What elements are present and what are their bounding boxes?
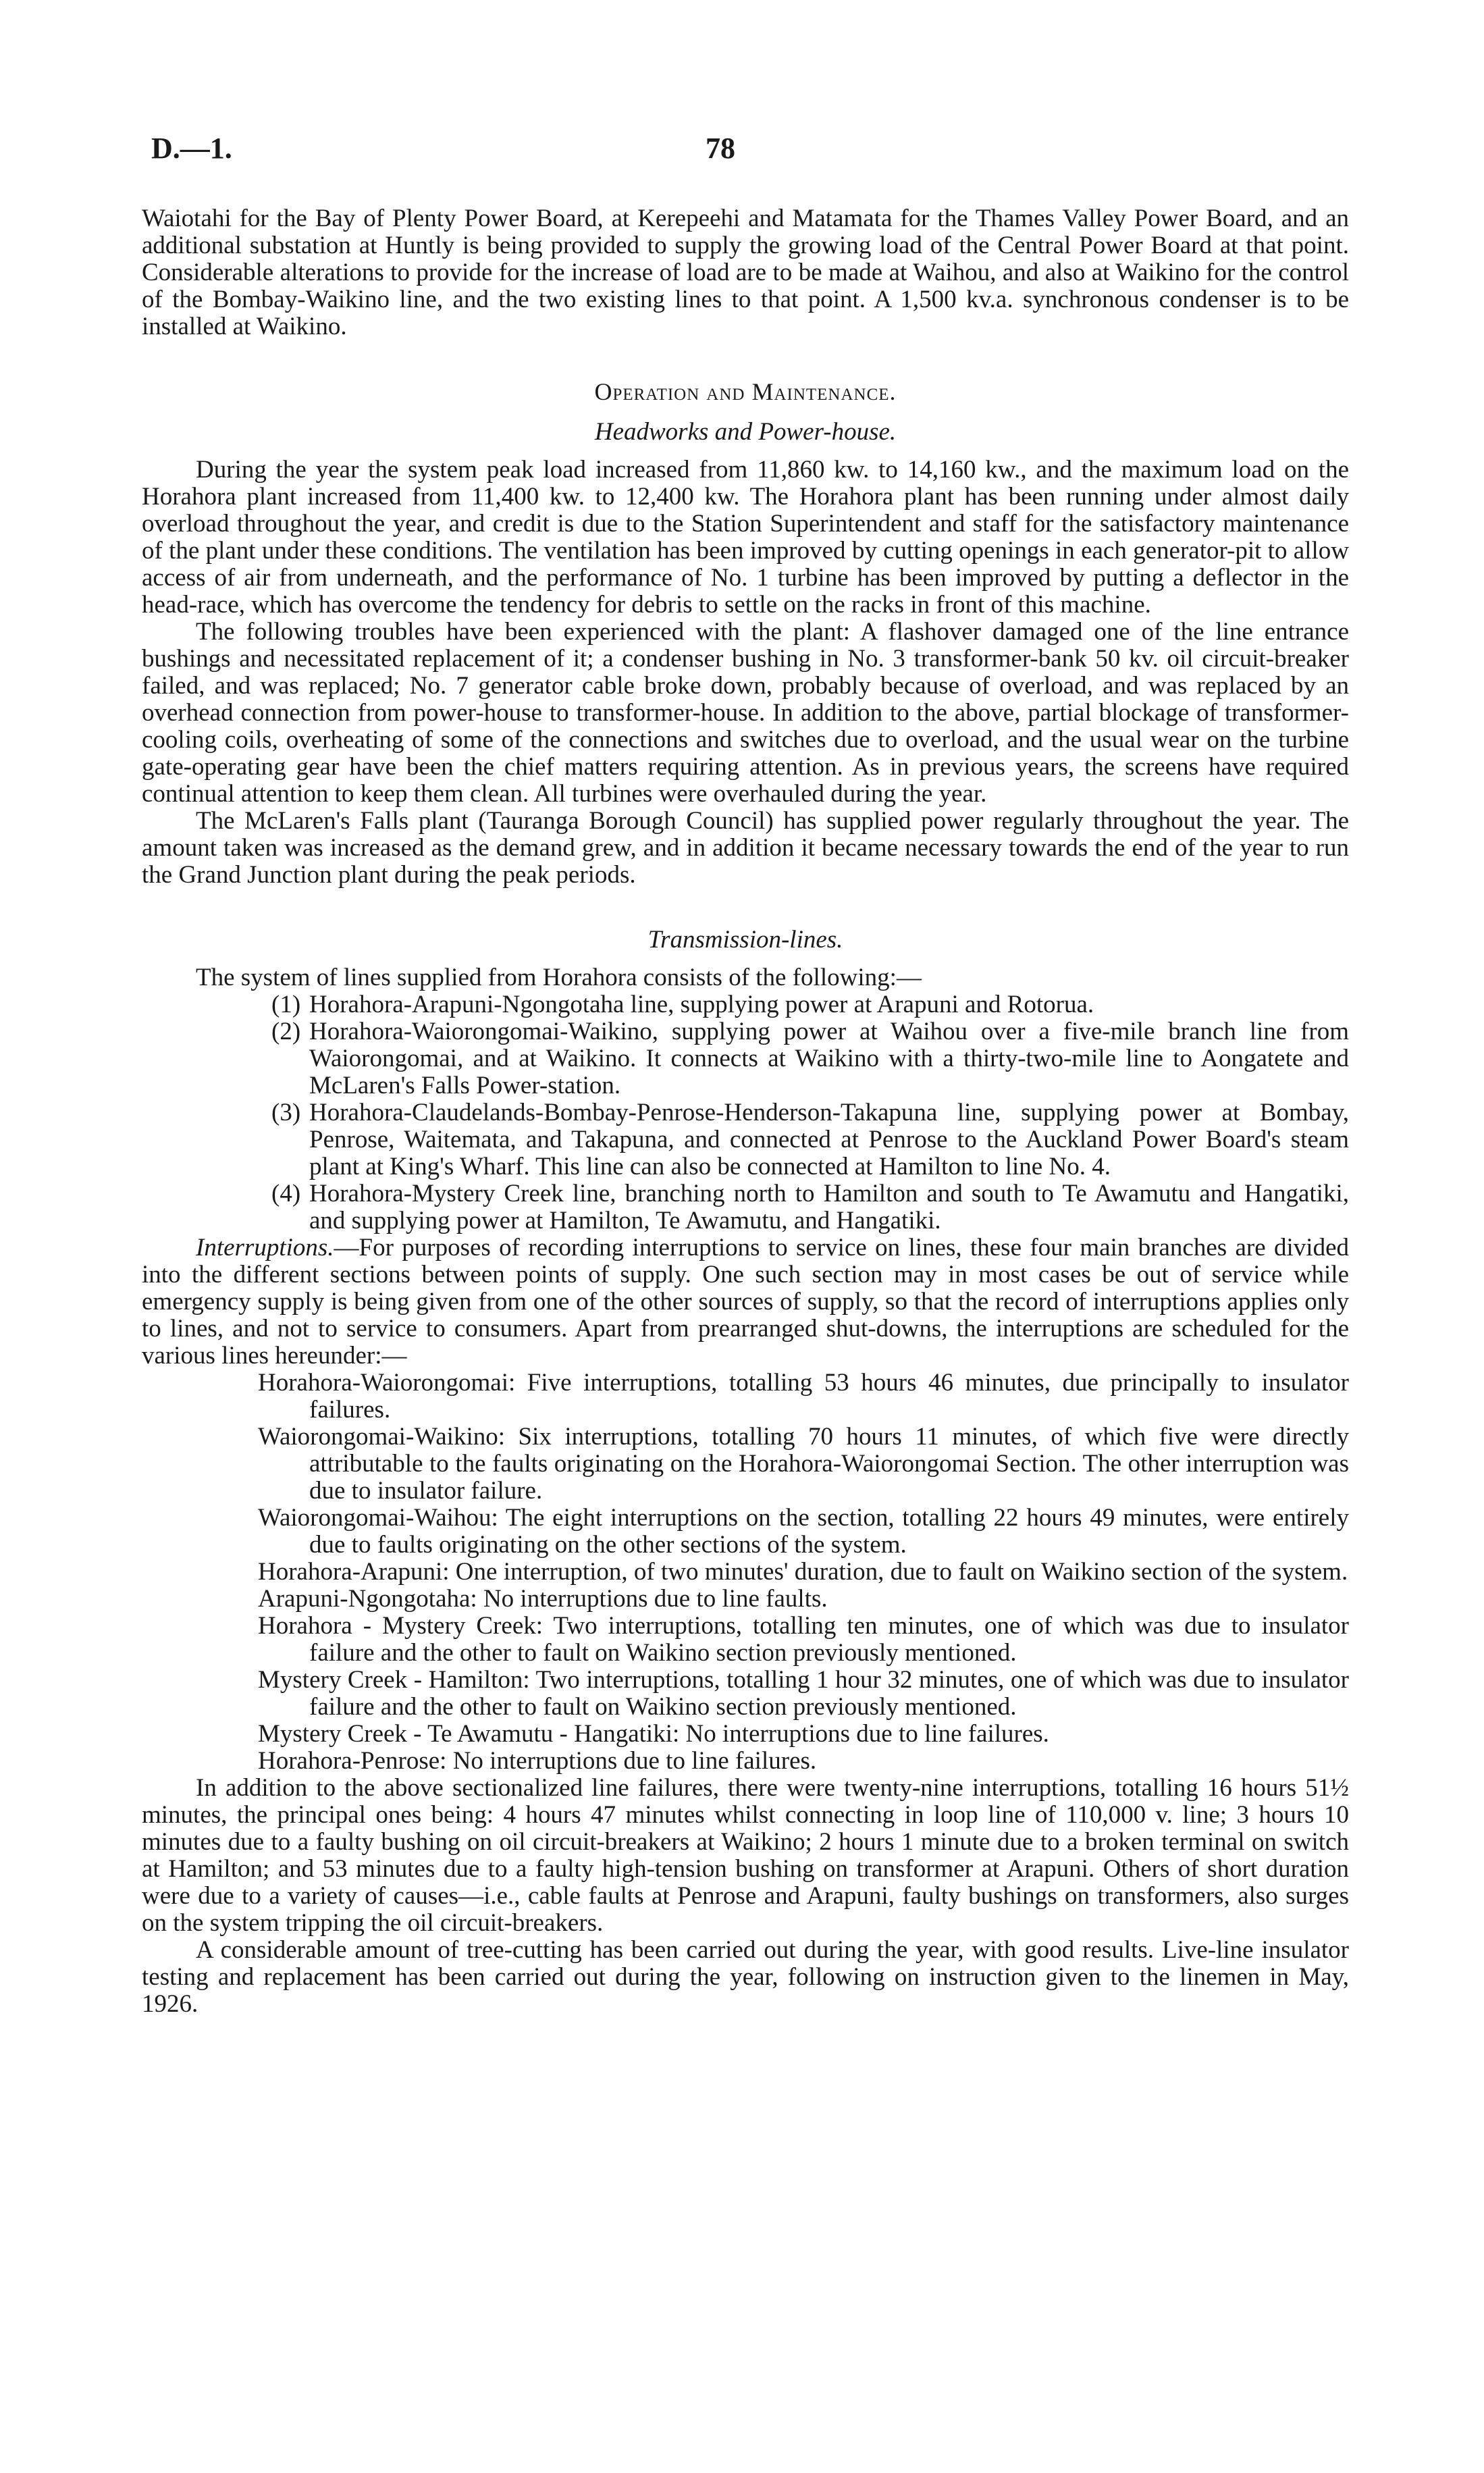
additional-interruptions-paragraph: In addition to the above sectionalized line failures, there were twenty-nine interruptions, totalling 16 hours 51½ minutes, the principal ones being: 4 hours 47 minutes whilst connecting in loop line of 110,000 v. line; 3 hours 10 minutes due to a faulty bushing on oil circuit-breakers at Waikino; 2 hours 1 minute due to a broken terminal on switch at Hamilton; and 53 minutes due to a faulty high-tension bushing on transformer at Arapuni. Others of short duration were due to a variety of causes—i.e., cable faults at Penrose and Arapuni, faulty bushings on transformers, also surges on the system tripping the oil circuit-breakers. — [142, 1774, 1349, 1937]
list-item — [142, 1099, 1349, 1180]
page-header — [142, 132, 1349, 189]
schedule-item: Waiorongomai-Waihou: The eight interruptions on the section, totalling 22 hours 49 minutes, were entirely due to faults originating on the other sections of the system. — [258, 1504, 1349, 1559]
list-text: Horahora-Mystery Creek line, branching north to Hamilton and south to Te Awamutu and Hangatiki, and supplying power at Hamilton, Te Awamutu, and Hangatiki. — [309, 1180, 1349, 1234]
headworks-paragraph-1: During the year the system peak load increased from 11,860 kw. to 14,160 kw., and the maximum load on the Horahora plant increased from 11,400 kw. to 12,400 kw. The Horahora plant has been running under almost daily overload throughout the year, and credit is due to the Station Superintendent and staff for the satisfactory maintenance of the plant under these conditions. The ventilation has been improved by cutting openings in each generator-pit to allow access of air from underneath, and the performance of No. 1 turbine has been improved by putting a deflector in the head-race, which has overcome the tendency for debris to settle on the racks in front of this machine. — [142, 456, 1349, 619]
headworks-heading: Headworks and Power-house. — [594, 418, 897, 446]
list-text: Horahora-Waiorongomai-Waikino, supplying power at Waihou over a five-mile branch line from Waiorongomai, and at Waikino. It connects at Waikino with a thirty-two-mile line to Aongatete and McLaren's Falls Power-station. — [309, 1018, 1349, 1099]
tree-cutting-paragraph: A considerable amount of tree-cutting has been carried out during the year, with good results. Live-line insulator testing and replacement has been carried out during the year, following on instruction given to the linemen in May, 1926. — [142, 1936, 1349, 2018]
schedule-item: Waiorongomai-Waikino: Six interruptions, totalling 70 hours 11 minutes, of which five were directly attributable to the faults originating on the Horahora-Waiorongomai Section. The other interruption was due to insulator failure. — [258, 1423, 1349, 1505]
headworks-paragraph-2: The following troubles have been experienced with the plant: A flashover damaged one of the line entrance bushings and necessitated replacement of it; a condenser bushing in No. 3 transformer-bank 50 kv. oil circuit-breaker failed, and was replaced; No. 7 generator cable broke down, probably because of overload, and was replaced by an overhead connection from power-house to transformer-house. In addition to the above, partial blockage of transformer-cooling coils, overheating of some of the connections and switches due to overload, and the usual wear on the turbine gate-operating gear have been the chief matters requiring attention. As in previous years, the screens have required continual attention to keep them clean. All turbines were overhauled during the year. — [142, 618, 1349, 808]
transmission-intro: The system of lines supplied from Horahora consists of the following:— — [196, 964, 922, 991]
list-text: Horahora-Claudelands-Bombay-Penrose-Henderson-Takapuna line, supplying power at Bombay, Penrose, Waitemata, and Takapuna, and connected at Penrose to the Auckland Power Board's steam plant at King's Wharf. This line can also be connected at Hamilton to line No. 4. — [309, 1099, 1349, 1180]
list-text: Horahora-Arapuni-Ngongotaha line, supplying power at Arapuni and Rotorua. — [309, 991, 1094, 1018]
list-number: (1) — [271, 991, 301, 1018]
interruptions-paragraph — [142, 1234, 1349, 1370]
page-number: 78 — [706, 132, 735, 165]
schedule-item: Horahora-Penrose: No interruptions due to line failures. — [258, 1747, 817, 1775]
schedule-item: Mystery Creek - Te Awamutu - Hangatiki: No interruptions due to line failures. — [258, 1720, 1049, 1748]
interruption-schedule — [142, 1370, 1349, 1775]
schedule-item: Horahora-Arapuni: One interruption, of two minutes' duration, due to fault on Waikino section of the system. — [258, 1558, 1348, 1586]
intro-paragraph: Waiotahi for the Bay of Plenty Power Board, at Kerepeehi and Matamata for the Thames Valley Power Board, and an additional substation at Huntly is being provided to supply the growing load of the Central Power Board at that point. Considerable alterations to provide for the increase of load are to be made at Waihou, and also at Waikino for the control of the Bombay-Waikino line, and the two existing lines to that point. A 1,500 kv.a. synchronous condenser is to be installed at Waikino. — [142, 205, 1349, 340]
schedule-item: Horahora-Waiorongomai: Five interruptions, totalling 53 hours 46 minutes, due principally to insulator failures. — [258, 1369, 1349, 1424]
section-title: Operation and Maintenance. — [594, 378, 897, 405]
schedule-item: Arapuni-Ngongotaha: No interruptions due to line faults. — [258, 1585, 828, 1613]
list-item — [142, 1018, 1349, 1099]
interruptions-lead: Interruptions. — [196, 1234, 334, 1261]
interruptions-text: —For purposes of recording interruptions to service on lines, these four main branches are divided into the different sections between points of supply. One such section may in most cases be out of service while emergency supply is being given from one of the other sources of supply, so that the record of interruptions applies only to lines, and not to service to consumers. Apart from prearranged shut-downs, the interruptions are scheduled for the various lines hereunder:— — [142, 1234, 1349, 1370]
schedule-item: Mystery Creek - Hamilton: Two interruptions, totalling 1 hour 32 minutes, one of which was due to insulator failure and the other to fault on Waikino section previously mentioned. — [258, 1666, 1349, 1721]
document-reference: D.—1. — [151, 132, 232, 165]
list-number: (3) — [271, 1099, 301, 1126]
transmission-line-list — [142, 991, 1349, 1234]
headworks-paragraph-3: The McLaren's Falls plant (Tauranga Borough Council) has supplied power regularly throughout the year. The amount taken was increased as the demand grew, and in addition it became necessary towards the end of the year to run the Grand Junction plant during the peak periods. — [142, 807, 1349, 889]
list-item — [142, 1180, 1349, 1234]
list-number: (2) — [271, 1018, 301, 1045]
schedule-item: Horahora - Mystery Creek: Two interruptions, totalling ten minutes, one of which was due to insulator failure and the other to fault on Waikino section previously mentioned. — [258, 1612, 1349, 1667]
transmission-heading: Transmission-lines. — [647, 926, 843, 954]
list-item — [142, 991, 1349, 1018]
list-number: (4) — [271, 1180, 301, 1207]
